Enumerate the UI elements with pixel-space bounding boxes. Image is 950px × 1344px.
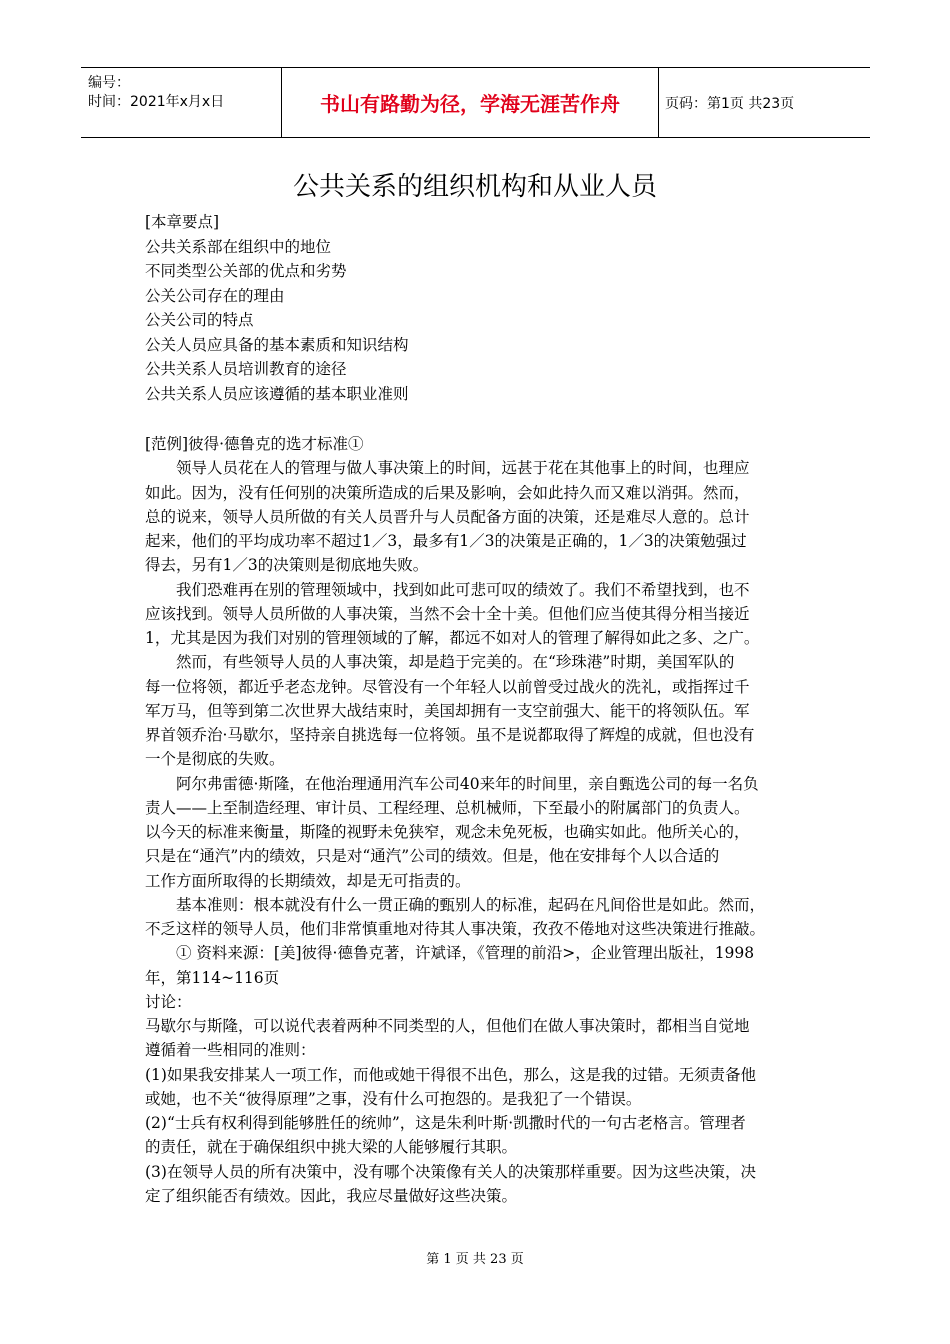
section-heading: [本章要点] (145, 213, 220, 231)
text-line: 然而，有些领导人员的人事决策，却是趋于完美的。在“珍珠港”时期，美国军队的 (145, 653, 735, 672)
header-motto: 书山有路勤为径，学海无涯苦作舟 (281, 68, 659, 137)
text-line: 公关公司存在的理由 (145, 286, 285, 305)
text-line: 公共关系人员应该遵循的基本职业准则 (145, 384, 409, 403)
doc-time: 时间：2021年x月x日 (88, 94, 225, 110)
text-line: 我们恐难再在别的管理领域中，找到如此可悲可叹的绩效了。我们不希望找到，也不 (145, 580, 750, 599)
text-line: 界首领乔治·马歇尔，坚持亲自挑选每一位将领。虽不是说都取得了辉煌的成就，但也没有 (145, 726, 755, 744)
text-line: 总的说来，领导人员所做的有关人员晋升与人员配备方面的决策，还是难尽人意的。总计 (145, 507, 750, 526)
text-line: 工作方面所取得的长期绩效，却是无可指责的。 (145, 871, 471, 890)
text-line: 应该找到。领导人员所做的人事决策，当然不会十全十美。但他们应当使其得分相当接近 (145, 604, 750, 623)
text-line: ① 资料来源：[美]彼得·德鲁克著，许斌译，《管理的前沿>，企业管理出版社，1998 (145, 944, 755, 963)
text-line: 一个是彻底的失败。 (145, 750, 285, 769)
text-line: 定了组织能否有绩效。因此，我应尽量做好这些决策。 (145, 1186, 518, 1205)
text-line: 领导人员花在人的管理与做人事决策上的时间，远甚于花在其他事上的时间，也理应 (145, 459, 750, 478)
page-footer: 第 1 页 共 23 页 (426, 1252, 524, 1267)
text-line: 起来，他们的平均成功率不超过1／3，最多有1／3的决策是正确的，1／3的决策勉强过 (145, 532, 747, 550)
text-line: 责人——上至制造经理、审计员、工程经理、总机械师，下至最小的附属部门的负责人。 (145, 798, 750, 817)
text-line: 军万马，但等到第二次世界大战结束时，美国却拥有一支空前强大、能干的将领队伍。军 (145, 701, 750, 720)
text-line: 每一位将领，都近乎老态龙钟。尽管没有一个年轻人以前曾受过战火的洗礼，或指挥过千 (145, 677, 750, 696)
header-page-info: 页码：第1页 共23页 (665, 95, 795, 112)
doc-number: 编号： (88, 75, 130, 91)
text-line: 遵循着一些相同的准则： (145, 1041, 316, 1060)
text-line: 阿尔弗雷德·斯隆，在他治理通用汽车公司40来年的时间里，亲自甄选公司的每一名负 (145, 774, 759, 793)
text-line: (1)如果我安排某人一项工作，而他或她干得很不出色，那么，这是我的过错。无须责备他 (145, 1065, 756, 1084)
text-line: 或她，也不关“彼得原理”之事，没有什么可抱怨的。是我犯了一个错误。 (145, 1089, 642, 1108)
text-line: 的责任，就在于确保组织中挑大梁的人能够履行其职。 (145, 1138, 518, 1157)
text-line: 马歇尔与斯隆，可以说代表着两种不同类型的人，但他们在做人事决策时，都相当自觉地 (145, 1017, 750, 1035)
text-line: 只是在“通汽”内的绩效，只是对“通汽”公司的绩效。但是，他在安排每个人以合适的 (145, 847, 720, 866)
text-line: 公关人员应具备的基本素质和知识结构 (145, 335, 409, 354)
text-line: 以今天的标准来衡量，斯隆的视野未免狭窄，观念未免死板，也确实如此。他所关心的， (145, 823, 750, 841)
text-line: 基本准则：根本就没有什么一贯正确的甄别人的标准，起码在凡间俗世是如此。然而， (145, 895, 766, 914)
text-line: 1，尤其是因为我们对别的管理领域的了解，都远不如对人的管理了解得如此之多、之广。 (145, 629, 760, 647)
text-line: 不同类型公关部的优点和劣势 (145, 262, 347, 280)
text-line: 不乏这样的领导人员，他们非常慎重地对待其人事决策，孜孜不倦地对这些决策进行推敲。 (145, 920, 766, 938)
document-title: 公共关系的组织机构和从业人员 (292, 172, 657, 202)
text-line: 得去，另有1／3的决策则是彻底地失败。 (145, 556, 429, 575)
text-line: 公共关系部在组织中的地位 (145, 237, 332, 256)
text-line: (2)“士兵有权利得到能够胜任的统帅”，这是朱利叶斯·凯撒时代的一句古老格言。管理者 (145, 1114, 746, 1132)
text-line: 公共关系人员培训教育的途径 (145, 360, 347, 378)
text-line: (3)在领导人员的所有决策中，没有哪个决策像有关人的决策那样重要。因为这些决策，决 (145, 1162, 756, 1181)
page-header (81, 67, 870, 138)
text-line: 如此。因为，没有任何别的决策所造成的后果及影响，会如此持久而又难以消弭。然而， (145, 483, 750, 502)
text-line: 年，第114~116页 (145, 968, 280, 987)
text-line: 讨论： (145, 992, 192, 1011)
text-line: 公关公司的特点 (145, 311, 254, 329)
header-meta (81, 68, 281, 137)
case-heading: [范例]彼得·德鲁克的选才标准① (145, 435, 364, 453)
